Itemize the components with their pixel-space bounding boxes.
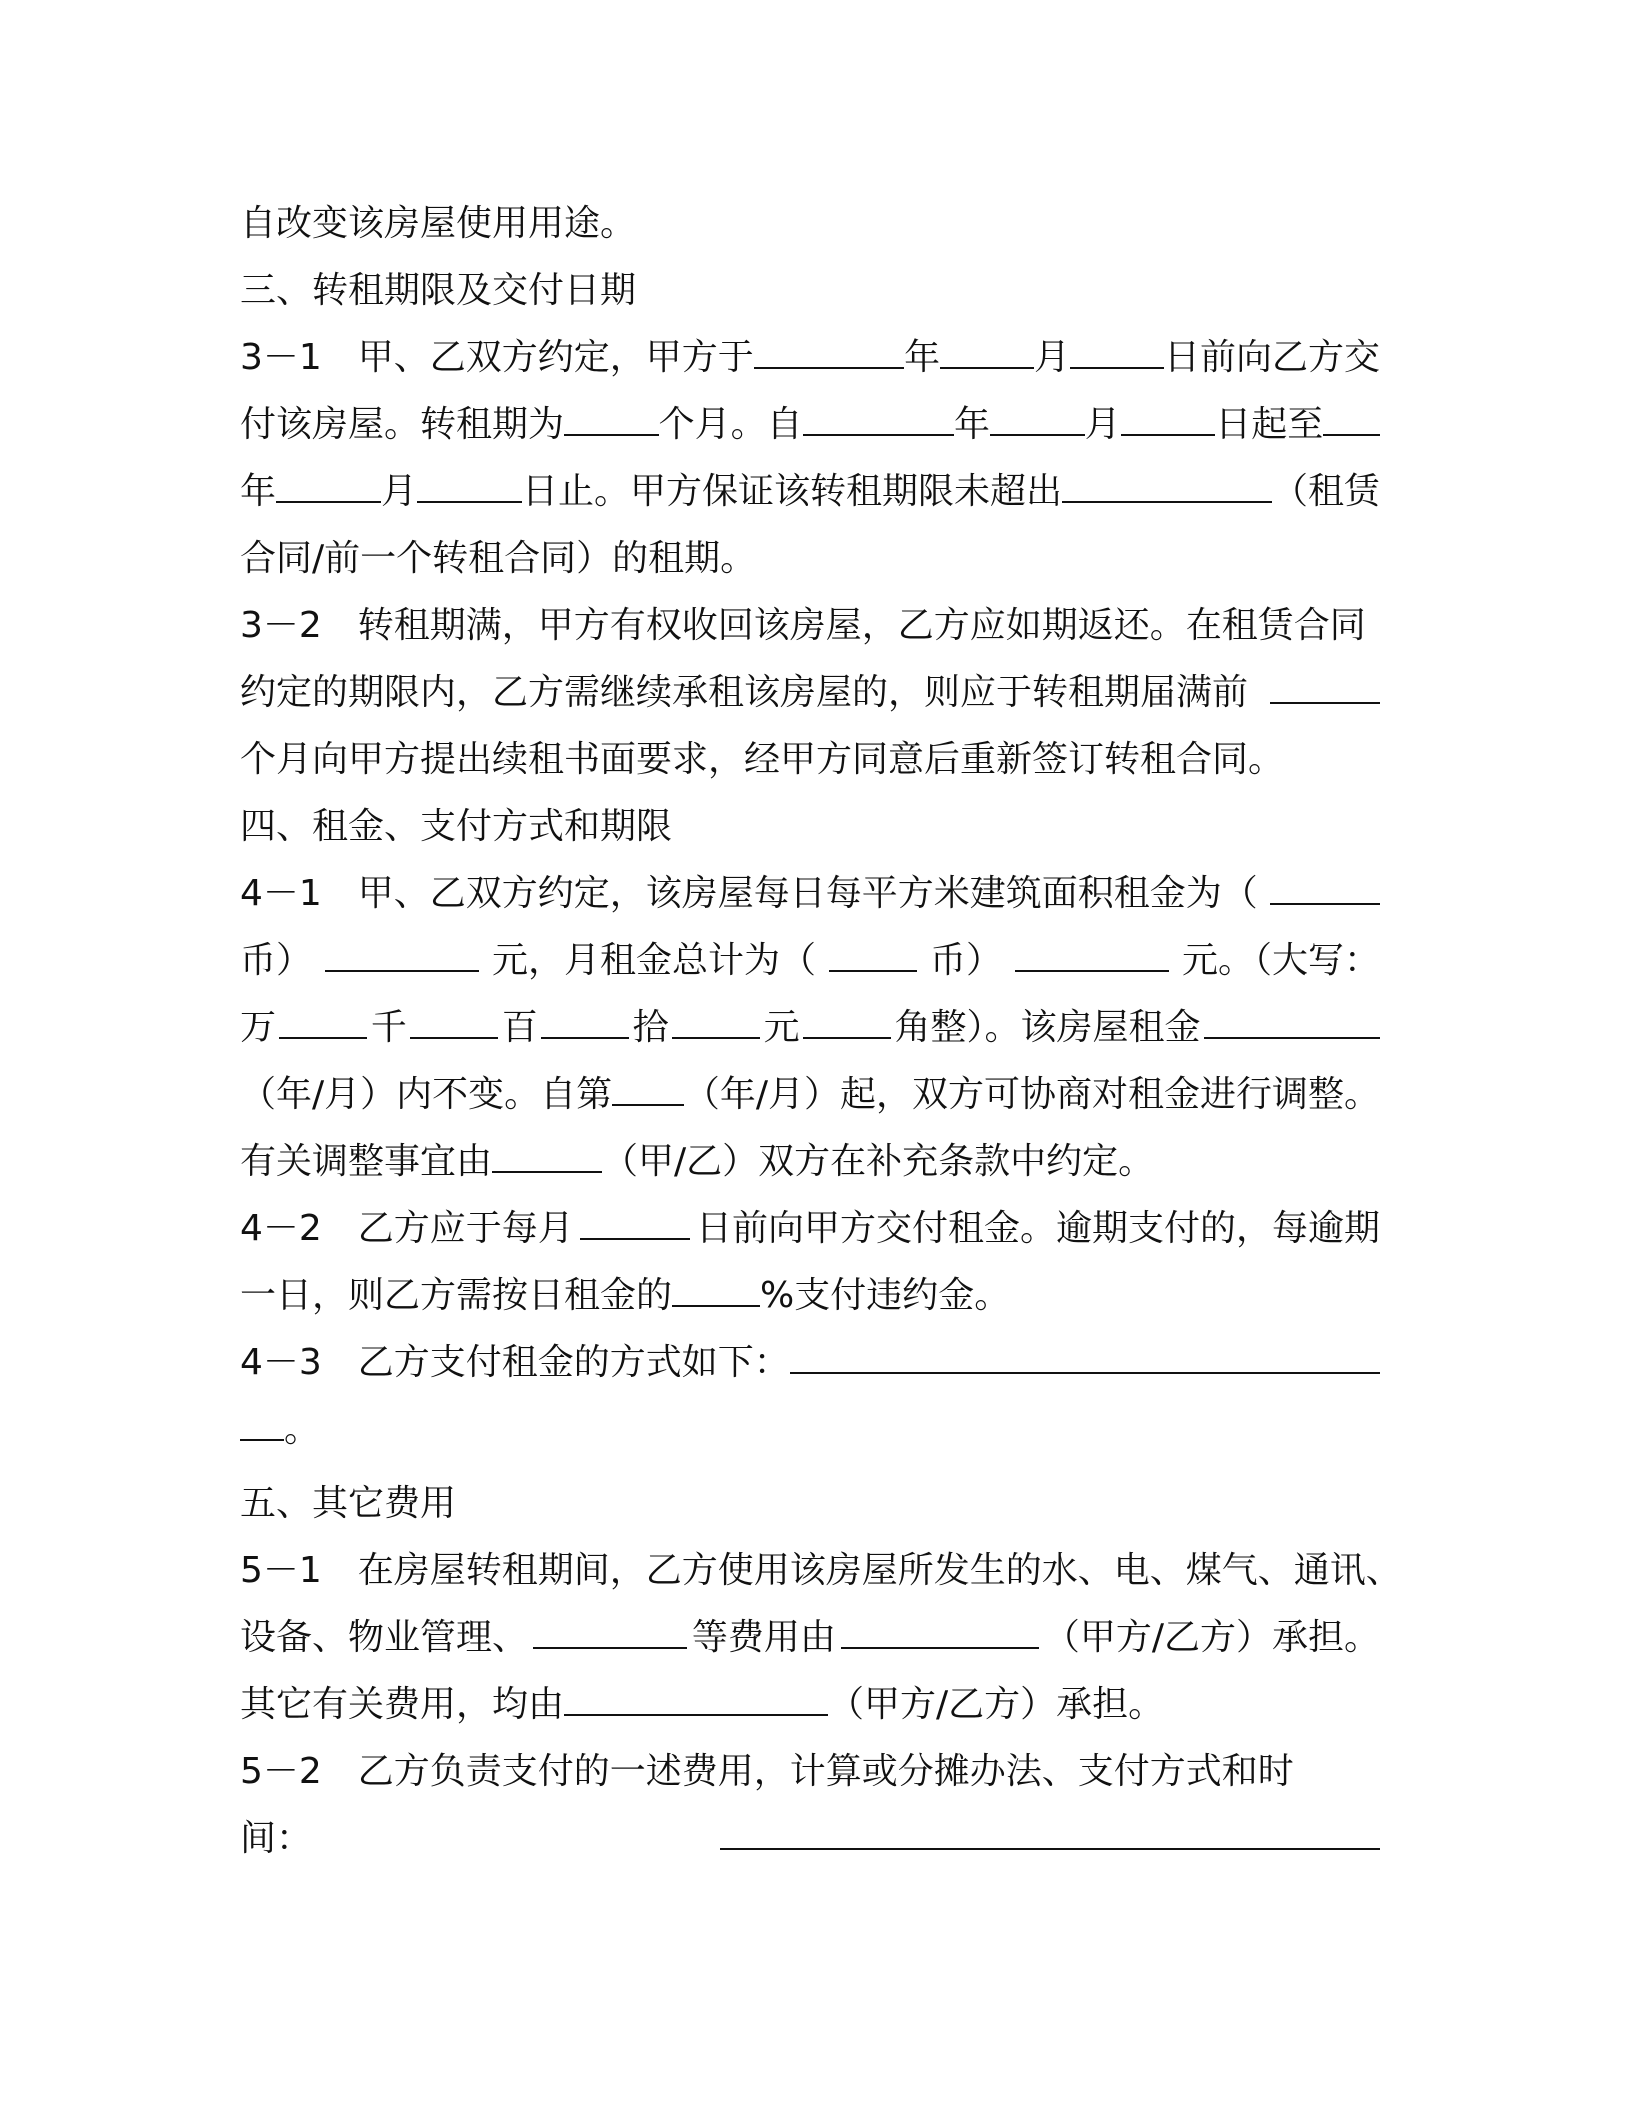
text-segment: 角整）。该房屋租金	[894, 1007, 1201, 1048]
text-segment: 3－1 甲、乙双方约定，甲方于	[240, 337, 754, 378]
fill-in-blank[interactable]	[580, 1208, 690, 1240]
fill-in-blank[interactable]	[829, 940, 917, 972]
text-segment: 日止。甲方保证该转租期限未超出	[522, 471, 1063, 512]
text-segment: 万	[240, 1007, 277, 1048]
fill-in-blank[interactable]	[672, 1007, 760, 1039]
text-segment: 币）	[929, 940, 1002, 981]
clause-3-1-line-1	[240, 324, 1380, 391]
fill-in-blank[interactable]	[1121, 404, 1216, 436]
text-segment: 百	[501, 1007, 538, 1048]
fill-in-blank[interactable]	[533, 1617, 687, 1649]
fill-in-blank[interactable]	[276, 471, 381, 503]
text-segment: 元	[763, 1007, 800, 1048]
clause-5-1-line-3	[240, 1671, 1380, 1738]
text-segment: 拾	[632, 1007, 669, 1048]
clause-4-1-line-3	[240, 994, 1380, 1061]
fill-in-blank[interactable]	[240, 1409, 284, 1441]
text-segment: 四、租金、支付方式和期限	[240, 806, 673, 847]
contract-document	[240, 190, 1402, 1872]
text-segment: 月	[1084, 404, 1121, 445]
text-segment: %支付违约金。	[760, 1275, 1011, 1316]
text-segment: 4－3 乙方支付租金的方式如下：	[240, 1342, 790, 1383]
text-segment: （年/月）起，双方可协商对租金进行调整。	[683, 1074, 1380, 1115]
fill-in-blank[interactable]	[1270, 672, 1380, 704]
clause-4-1-line-4	[240, 1061, 1380, 1128]
text-segment: （年/月）内不变。自第	[240, 1074, 613, 1115]
clause-3-1-line-4	[240, 525, 1380, 592]
text-segment: 设备、物业管理、	[240, 1617, 529, 1658]
clause-4-1-line-2	[240, 927, 1380, 994]
clause-4-2-line-1	[240, 1195, 1380, 1262]
fill-in-blank[interactable]	[410, 1007, 498, 1039]
text-segment: 个月向甲方提出续租书面要求，经甲方同意后重新签订转租合同。	[240, 739, 1285, 780]
text-segment: 约定的期限内，乙方需继续承租该房屋的，则应于转租期届满前	[240, 672, 1249, 713]
fill-in-blank[interactable]	[279, 1007, 367, 1039]
text-segment: 日起至	[1215, 404, 1324, 445]
clause-5-1-line-2	[240, 1604, 1380, 1671]
text-segment: （租赁	[1271, 471, 1380, 512]
fill-in-blank[interactable]	[990, 404, 1085, 436]
fill-in-blank[interactable]	[564, 404, 659, 436]
text-segment: 年	[904, 337, 941, 378]
clause-4-1-line-5	[240, 1128, 1380, 1195]
text-segment: 元。（大写：	[1181, 940, 1380, 981]
text-segment: 三、转租期限及交付日期	[240, 270, 637, 311]
clause-3-2-line-3	[240, 726, 1380, 793]
text-segment: 月	[381, 471, 418, 512]
text-segment: 5－2 乙方负责支付的一述费用，计算或分摊办法、支付方式和时	[240, 1751, 1294, 1792]
line-1	[240, 190, 1380, 257]
section-5-heading	[240, 1470, 1380, 1537]
clause-5-1-line-1	[240, 1537, 1402, 1604]
fill-in-blank[interactable]	[672, 1275, 760, 1307]
fill-in-blank[interactable]	[790, 1342, 1380, 1374]
text-segment: 其它有关费用，均由	[240, 1684, 565, 1725]
text-segment: 等费用由	[691, 1617, 836, 1658]
text-segment: 年	[240, 471, 277, 512]
clause-4-3-line-1	[240, 1329, 1380, 1396]
fill-in-blank[interactable]	[492, 1141, 602, 1173]
text-segment: 付该房屋。转租期为	[240, 404, 565, 445]
fill-in-blank[interactable]	[1204, 1007, 1380, 1039]
text-segment: 币）	[240, 940, 313, 981]
text-segment: （甲/乙）双方在补充条款中约定。	[602, 1141, 1155, 1182]
text-segment: 有关调整事宜由	[240, 1141, 493, 1182]
fill-in-blank[interactable]	[541, 1007, 629, 1039]
clause-5-2-line-1	[240, 1738, 1380, 1805]
fill-in-blank[interactable]	[940, 337, 1034, 369]
text-segment: 一日，则乙方需按日租金的	[240, 1275, 673, 1316]
text-segment: 间：	[240, 1818, 313, 1859]
text-segment: 元，月租金总计为（	[491, 940, 816, 981]
fill-in-blank[interactable]	[803, 404, 954, 436]
clause-3-1-line-2	[240, 391, 1380, 458]
text-segment: 千	[370, 1007, 407, 1048]
text-segment: 。	[284, 1409, 321, 1450]
fill-in-blank[interactable]	[612, 1074, 684, 1106]
fill-in-blank[interactable]	[754, 337, 904, 369]
text-segment: 自改变该房屋使用用途。	[240, 203, 637, 244]
text-segment: 4－2 乙方应于每月	[240, 1208, 574, 1249]
fill-in-blank[interactable]	[1270, 873, 1380, 905]
text-segment: 日前向乙方交	[1163, 337, 1380, 378]
text-segment: （甲方/乙方）承担。	[1043, 1617, 1380, 1658]
clause-4-2-line-2	[240, 1262, 1380, 1329]
section-3-heading	[240, 257, 1380, 324]
fill-in-blank[interactable]	[564, 1684, 828, 1716]
clause-4-1-line-1	[240, 860, 1380, 927]
fill-in-blank[interactable]	[1062, 471, 1272, 503]
clause-5-2-line-2	[240, 1805, 1380, 1872]
text-segment: 3－2 转租期满，甲方有权收回该房屋，乙方应如期返还。在租赁合同	[240, 605, 1366, 646]
fill-in-blank[interactable]	[841, 1617, 1039, 1649]
text-segment: 4－1 甲、乙双方约定，该房屋每日每平方米建筑面积租金为（	[240, 873, 1258, 914]
fill-in-blank[interactable]	[417, 471, 522, 503]
fill-in-blank[interactable]	[1323, 404, 1380, 436]
text-segment: 日前向甲方交付租金。逾期支付的，每逾期	[695, 1208, 1380, 1249]
text-segment: 月	[1034, 337, 1071, 378]
text-segment: 五、其它费用	[240, 1483, 457, 1524]
text-segment: （甲方/乙方）承担。	[828, 1684, 1165, 1725]
text-segment: 5－1 在房屋转租期间，乙方使用该房屋所发生的水、电、煤气、通讯、	[240, 1550, 1402, 1591]
text-segment: 年	[953, 404, 990, 445]
clause-3-2-line-2	[240, 659, 1380, 726]
text-segment: 个月。自	[658, 404, 803, 445]
clause-3-2-line-1	[240, 592, 1380, 659]
fill-in-blank[interactable]	[1070, 337, 1164, 369]
clause-3-1-line-3	[240, 458, 1380, 525]
fill-in-blank[interactable]	[720, 1818, 1380, 1850]
fill-in-blank[interactable]	[1015, 940, 1169, 972]
fill-in-blank[interactable]	[803, 1007, 891, 1039]
section-4-heading	[240, 793, 1380, 860]
fill-in-blank[interactable]	[325, 940, 479, 972]
text-segment: 合同/前一个转租合同）的租期。	[240, 538, 757, 579]
clause-4-3-line-2	[240, 1396, 1380, 1470]
